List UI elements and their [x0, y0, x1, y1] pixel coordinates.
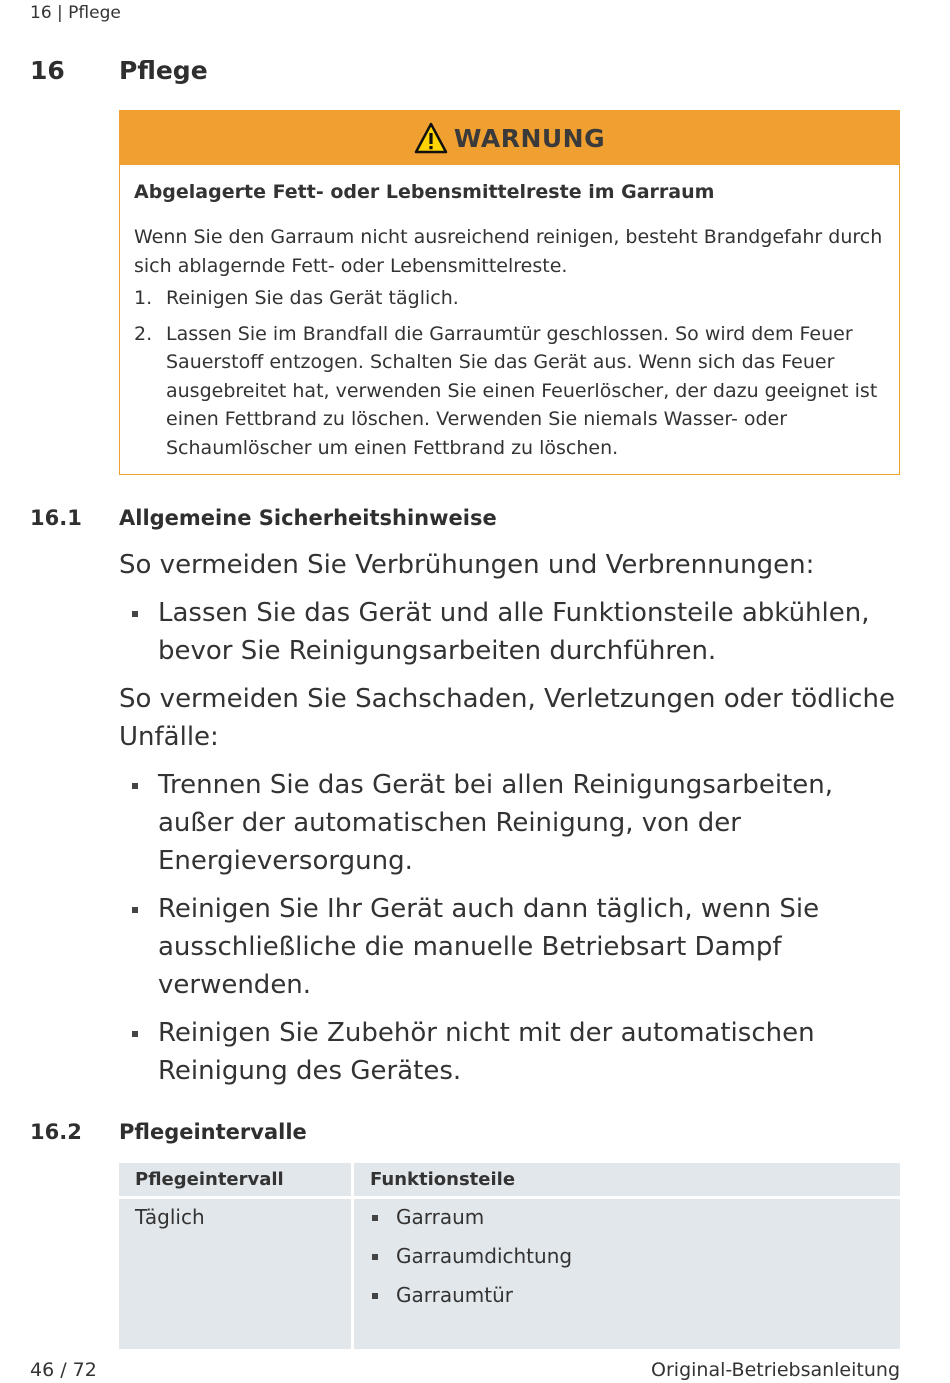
list-item — [130, 1014, 900, 1090]
table-cell: Täglich — [119, 1199, 351, 1349]
step-number: 1. — [134, 287, 153, 309]
table-header-cell: Funktionsteile — [354, 1163, 900, 1196]
table-cell — [354, 1199, 900, 1349]
section-title: Allgemeine Sicherheitshinweise — [119, 506, 497, 530]
warning-steps — [134, 284, 889, 469]
part-text: Garraumtür — [396, 1283, 514, 1307]
table-header-cell: Pflegeintervall — [119, 1163, 351, 1196]
bullet-text: Lassen Sie das Gerät und alle Funktionsteile abkühlen, bevor Sie Reinigungsarbeiten durchführen. — [158, 598, 870, 666]
warning-title: WARNUNG — [453, 123, 606, 153]
warning-subtitle: Abgelagerte Fett- oder Lebensmittelreste im Garraum — [134, 181, 715, 203]
section-number: 16.1 — [30, 506, 82, 530]
running-header: 16 | Pflege — [30, 3, 121, 23]
part-text: Garraumdichtung — [396, 1244, 573, 1268]
list-item — [130, 890, 900, 1004]
bullet-list — [130, 766, 900, 1090]
warning-triangle-icon — [414, 122, 448, 154]
step-text: Lassen Sie im Brandfall die Garraumtür geschlossen. So wird dem Feuer Sauerstoff entzogen. Schalten Sie das Gerät aus. Wenn sich das Feuer ausgebreitet hat, verwenden Sie einen Feuerlöscher, der dazu geeignet ist einen Fettbrand zu löschen. Verwenden Sie niemals Wasser- oder Schaumlöscher um einen Fettbrand zu löschen. — [166, 322, 878, 459]
bullet-text: Reinigen Sie Zubehör nicht mit der automatischen Reinigung des Gerätes. — [158, 1018, 815, 1086]
list-item — [134, 320, 889, 463]
list-item — [370, 1244, 900, 1283]
chapter-number: 16 — [30, 56, 65, 85]
list-item — [134, 284, 889, 313]
table-row — [119, 1199, 900, 1349]
section-title: Pflegeintervalle — [119, 1120, 307, 1144]
list-item — [130, 766, 900, 880]
part-text: Garraum — [396, 1205, 485, 1229]
list-item — [130, 594, 900, 670]
list-item — [370, 1283, 900, 1322]
page-number: 46 / 72 — [30, 1359, 97, 1381]
bullet-list — [130, 594, 900, 670]
step-text: Reinigen Sie das Gerät täglich. — [166, 287, 459, 309]
warning-text: Wenn Sie den Garraum nicht ausreichend reinigen, besteht Brandgefahr durch sich ablagernde Fett- oder Lebensmittelreste. — [134, 226, 883, 277]
warning-box — [119, 110, 900, 475]
parts-list — [370, 1205, 900, 1322]
document-title: Original-Betriebsanleitung — [651, 1359, 900, 1381]
intro-paragraph: So vermeiden Sie Verbrühungen und Verbrennungen: — [119, 550, 815, 580]
step-number: 2. — [134, 322, 153, 345]
intro-paragraph: So vermeiden Sie Sachschaden, Verletzungen oder tödliche Unfälle: — [119, 684, 895, 752]
bullet-text: Trennen Sie das Gerät bei allen Reinigungsarbeiten, außer der automatischen Reinigung, von der Energieversorgung. — [158, 770, 834, 876]
bullet-text: Reinigen Sie Ihr Gerät auch dann täglich, wenn Sie ausschließliche die manuelle Betriebsart Dampf verwenden. — [158, 894, 820, 1000]
chapter-title: Pflege — [119, 56, 208, 85]
warning-header — [120, 111, 899, 165]
section-number: 16.2 — [30, 1120, 82, 1144]
table-header — [119, 1163, 900, 1196]
list-item — [370, 1205, 900, 1244]
care-interval-table — [119, 1163, 900, 1349]
